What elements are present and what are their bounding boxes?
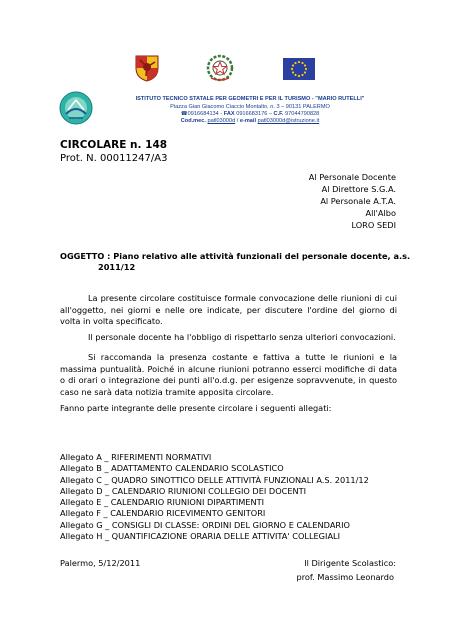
email-label: e-mail xyxy=(239,118,257,124)
circolare-title: CIRCOLARE n. 148 xyxy=(60,139,168,151)
signature-name: prof. Massimo Leonardo xyxy=(296,572,394,582)
attachment-h: Allegato H _ QUANTIFICAZIONE ORARIA DELLE ATTIVITA' COLLEGIALI xyxy=(60,531,341,542)
cf-label: C.F. xyxy=(273,111,284,117)
place-date: Palermo, 5/12/2011 xyxy=(60,558,141,568)
school-address: Piazza Gian Giacomo Ciaccio Montalto, n. 3 – 90131 PALERMO xyxy=(170,104,330,110)
sicily-region-crest-icon xyxy=(134,54,160,82)
subject-line-2: 2011/12 xyxy=(98,262,136,272)
school-name: ISTITUTO TECNICO STATALE PER GEOMETRI E PER IL TURISMO - "MARIO RUTELLI" xyxy=(135,96,365,102)
recipient-4: All'Albo xyxy=(365,208,396,218)
attachment-e: Allegato E _ CALENDARIO RIUNIONI DIPARTIMENTI xyxy=(60,497,265,508)
paragraph-obligation: Il personale docente ha l'obbligo di rispettarlo senza ulteriori convocazioni. xyxy=(88,332,396,342)
recipient-1: Al Personale Docente xyxy=(308,172,396,182)
codmec-value: patl03000d xyxy=(207,118,236,124)
protocol-number: Prot. N. 00011247/A3 xyxy=(60,153,168,164)
separator: / xyxy=(235,118,240,124)
italian-republic-emblem-icon xyxy=(206,54,234,82)
attachment-f: Allegato F _ CALENDARIO RICEVIMENTO GENITORI xyxy=(60,508,266,519)
paragraph-convocation: La presente circolare costituisce formale convocazione delle riunioni di cui all'oggetto, nei giorni e nelle ore indicate, per discutere l'ordine del giorno di volta in volta specificato. xyxy=(60,293,397,326)
subject-line-1: OGGETTO : Piano relativo alle attività funzionali del personale docente, a.s. xyxy=(60,251,411,261)
school-codes xyxy=(24,118,452,125)
codmec-label: Cod.mec. xyxy=(180,118,206,124)
attachment-d: Allegato D _ CALENDARIO RIUNIONI COLLEGIO DEI DOCENTI xyxy=(60,485,307,496)
recipient-3: Al Personale A.T.A. xyxy=(320,196,396,206)
recipient-2: Al Direttore S.G.A. xyxy=(321,184,396,194)
attachment-c: Allegato C _ QUADRO SINOTTICO DELLE ATTIVITÀ FUNZIONALI A.S. 2011/12 xyxy=(60,474,369,485)
paragraph-attendance: Si raccomanda la presenza costante e fattiva a tutte le riunioni e la massima puntualità. Poiché in alcune riunioni potranno esserci modifiche di data o di orari o integrazione dei punti all'o.d.g. per esigenze sopravvenute, in questo caso ne sarà data notizia tramite apposita circolare. xyxy=(60,352,397,397)
paragraph-attachments-intro: Fanno parte integrante delle presente circolare i seguenti allegati: xyxy=(60,403,332,413)
fax-value: 0916683176 – xyxy=(234,111,274,117)
email-link[interactable]: patl03000d@istruzione.it xyxy=(257,118,320,124)
signature-role: Il Dirigente Scolastico: xyxy=(304,558,396,568)
school-contacts xyxy=(24,111,452,118)
attachments-list xyxy=(60,452,369,542)
cf-value: 97044790828 xyxy=(283,111,320,117)
phone: ☎0916684134 - xyxy=(180,111,224,117)
attachment-b: Allegato B _ ADATTAMENTO CALENDARIO SCOLASTICO xyxy=(60,463,284,474)
fax-label: FAX xyxy=(223,111,235,117)
eu-flag-icon xyxy=(283,58,315,80)
attachment-a: Allegato A _ RIFERIMENTI NORMATIVI xyxy=(60,452,212,462)
recipient-5: LORO SEDI xyxy=(351,220,396,230)
attachment-g: Allegato G _ CONSIGLI DI CLASSE: ORDINI DEL GIORNO E CALENDARIO xyxy=(60,519,350,530)
